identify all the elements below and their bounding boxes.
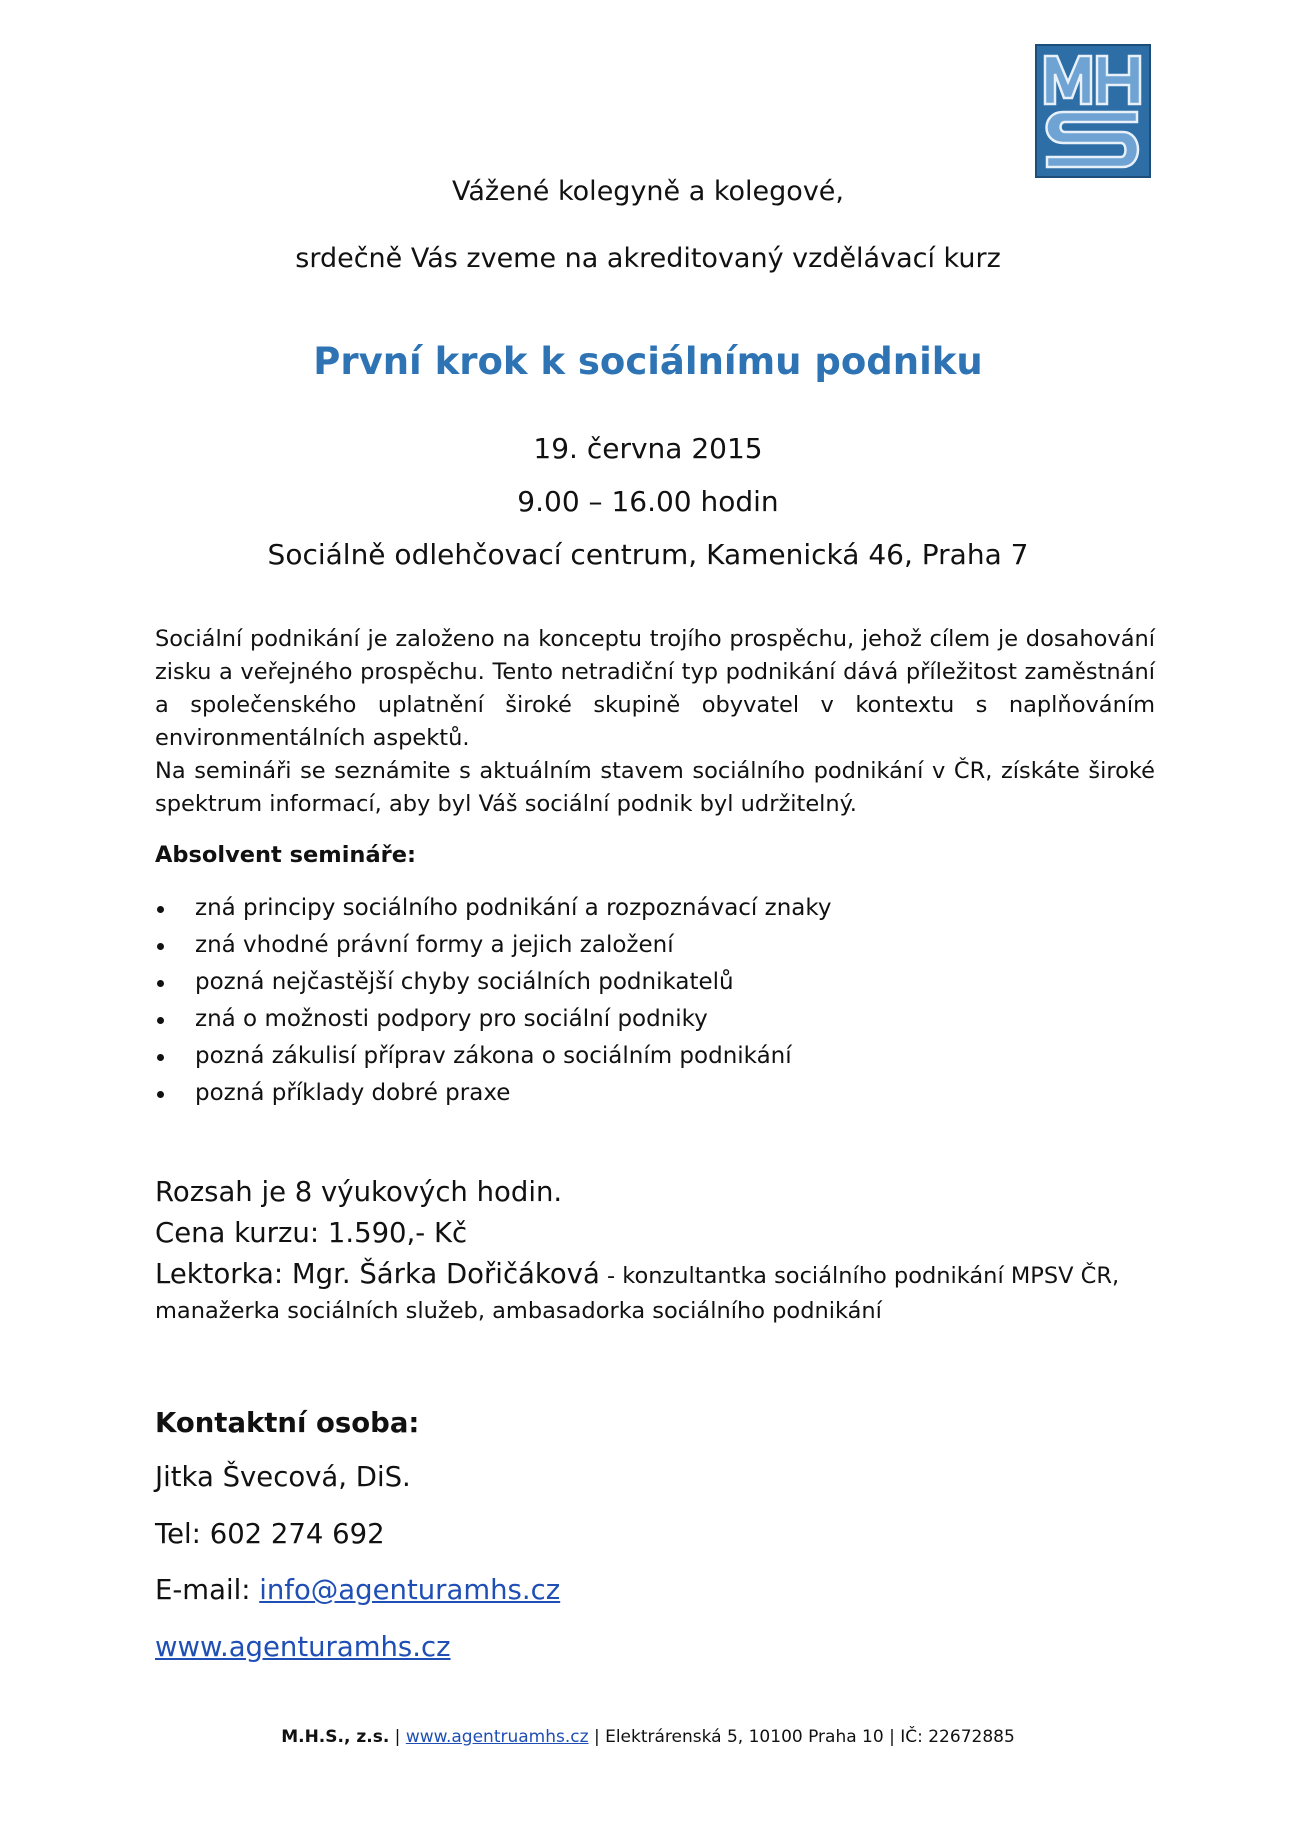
email-label: E-mail: xyxy=(155,1574,260,1606)
mhs-logo xyxy=(1035,44,1151,178)
list-item: zná vhodné právní formy a jejich založení xyxy=(155,927,1105,964)
course-date: 19. června 2015 xyxy=(533,432,763,465)
list-item: pozná příklady dobré praxe xyxy=(155,1075,1105,1112)
lecturer-desc-2: manažerka sociálních služeb, ambasadorka sociálního podnikání xyxy=(155,1298,882,1324)
course-time: 9.00 – 16.00 hodin xyxy=(517,485,779,518)
list-item: pozná zákulisí příprav zákona o sociálním podnikání xyxy=(155,1038,1105,1075)
footer-web-link[interactable]: www.agentruamhs.cz xyxy=(405,1727,589,1747)
footer-address: | Elektrárenská 5, 10100 Praha 10 | IČ: 22672885 xyxy=(588,1727,1015,1747)
greeting: Vážené kolegyně a kolegové, xyxy=(451,176,844,207)
course-scope: Rozsah je 8 výukových hodin. xyxy=(155,1176,563,1208)
contact-heading: Kontaktní osoba: xyxy=(155,1407,420,1439)
intro-paragraph-2: Na semináři se seznámite s aktuálním stavem sociálního podnikání v ČR, získáte široké spektrum informací, aby byl Váš sociální podnik byl udržitelný. xyxy=(155,758,1155,817)
email-link[interactable]: info@agenturamhs.cz xyxy=(259,1574,561,1606)
footer xyxy=(0,1727,1296,1747)
list-item: pozná nejčastější chyby sociálních podnikatelů xyxy=(155,964,1105,1001)
contact-web-line xyxy=(155,1631,451,1663)
contact-name: Jitka Švecová, DiS. xyxy=(155,1461,411,1493)
course-place: Sociálně odlehčovací centrum, Kamenická 46, Praha 7 xyxy=(267,538,1029,571)
contact-phone: Tel: 602 274 692 xyxy=(155,1518,385,1550)
list-item: zná principy sociálního podnikání a rozpoznávací znaky xyxy=(155,890,1105,927)
graduate-heading: Absolvent semináře: xyxy=(155,842,416,868)
course-price: Cena kurzu: 1.590,- Kč xyxy=(155,1217,468,1249)
contact-email-line xyxy=(155,1574,560,1606)
lecturer-line xyxy=(155,1258,1155,1290)
intro-paragraph-1: Sociální podnikání je založeno na konceptu trojího prospěchu, jehož cílem je dosahování zisku a veřejného prospěchu. Tento netradiční typ podnikání dává příležitost zaměstnání a společenského uplatnění široké skupině obyvatel v kontextu s naplňováním environmentálních aspektů. xyxy=(155,626,1155,751)
footer-separator: | xyxy=(389,1727,406,1747)
intro-text xyxy=(155,623,1155,821)
lecturer-name: Lektorka: Mgr. Šárka Dořičáková xyxy=(155,1258,600,1290)
footer-org: M.H.S., z.s. xyxy=(281,1727,390,1747)
course-title: První krok k sociálnímu podniku xyxy=(313,340,983,383)
lecturer-desc-1: - konzultantka sociálního podnikání MPSV ČR, xyxy=(599,1263,1120,1289)
website-link[interactable]: www.agenturamhs.cz xyxy=(155,1631,451,1663)
graduate-list xyxy=(155,890,1105,1112)
invitation: srdečně Vás zveme na akreditovaný vzdělávací kurz xyxy=(295,243,1001,274)
list-item: zná o možnosti podpory pro sociální podniky xyxy=(155,1001,1105,1038)
